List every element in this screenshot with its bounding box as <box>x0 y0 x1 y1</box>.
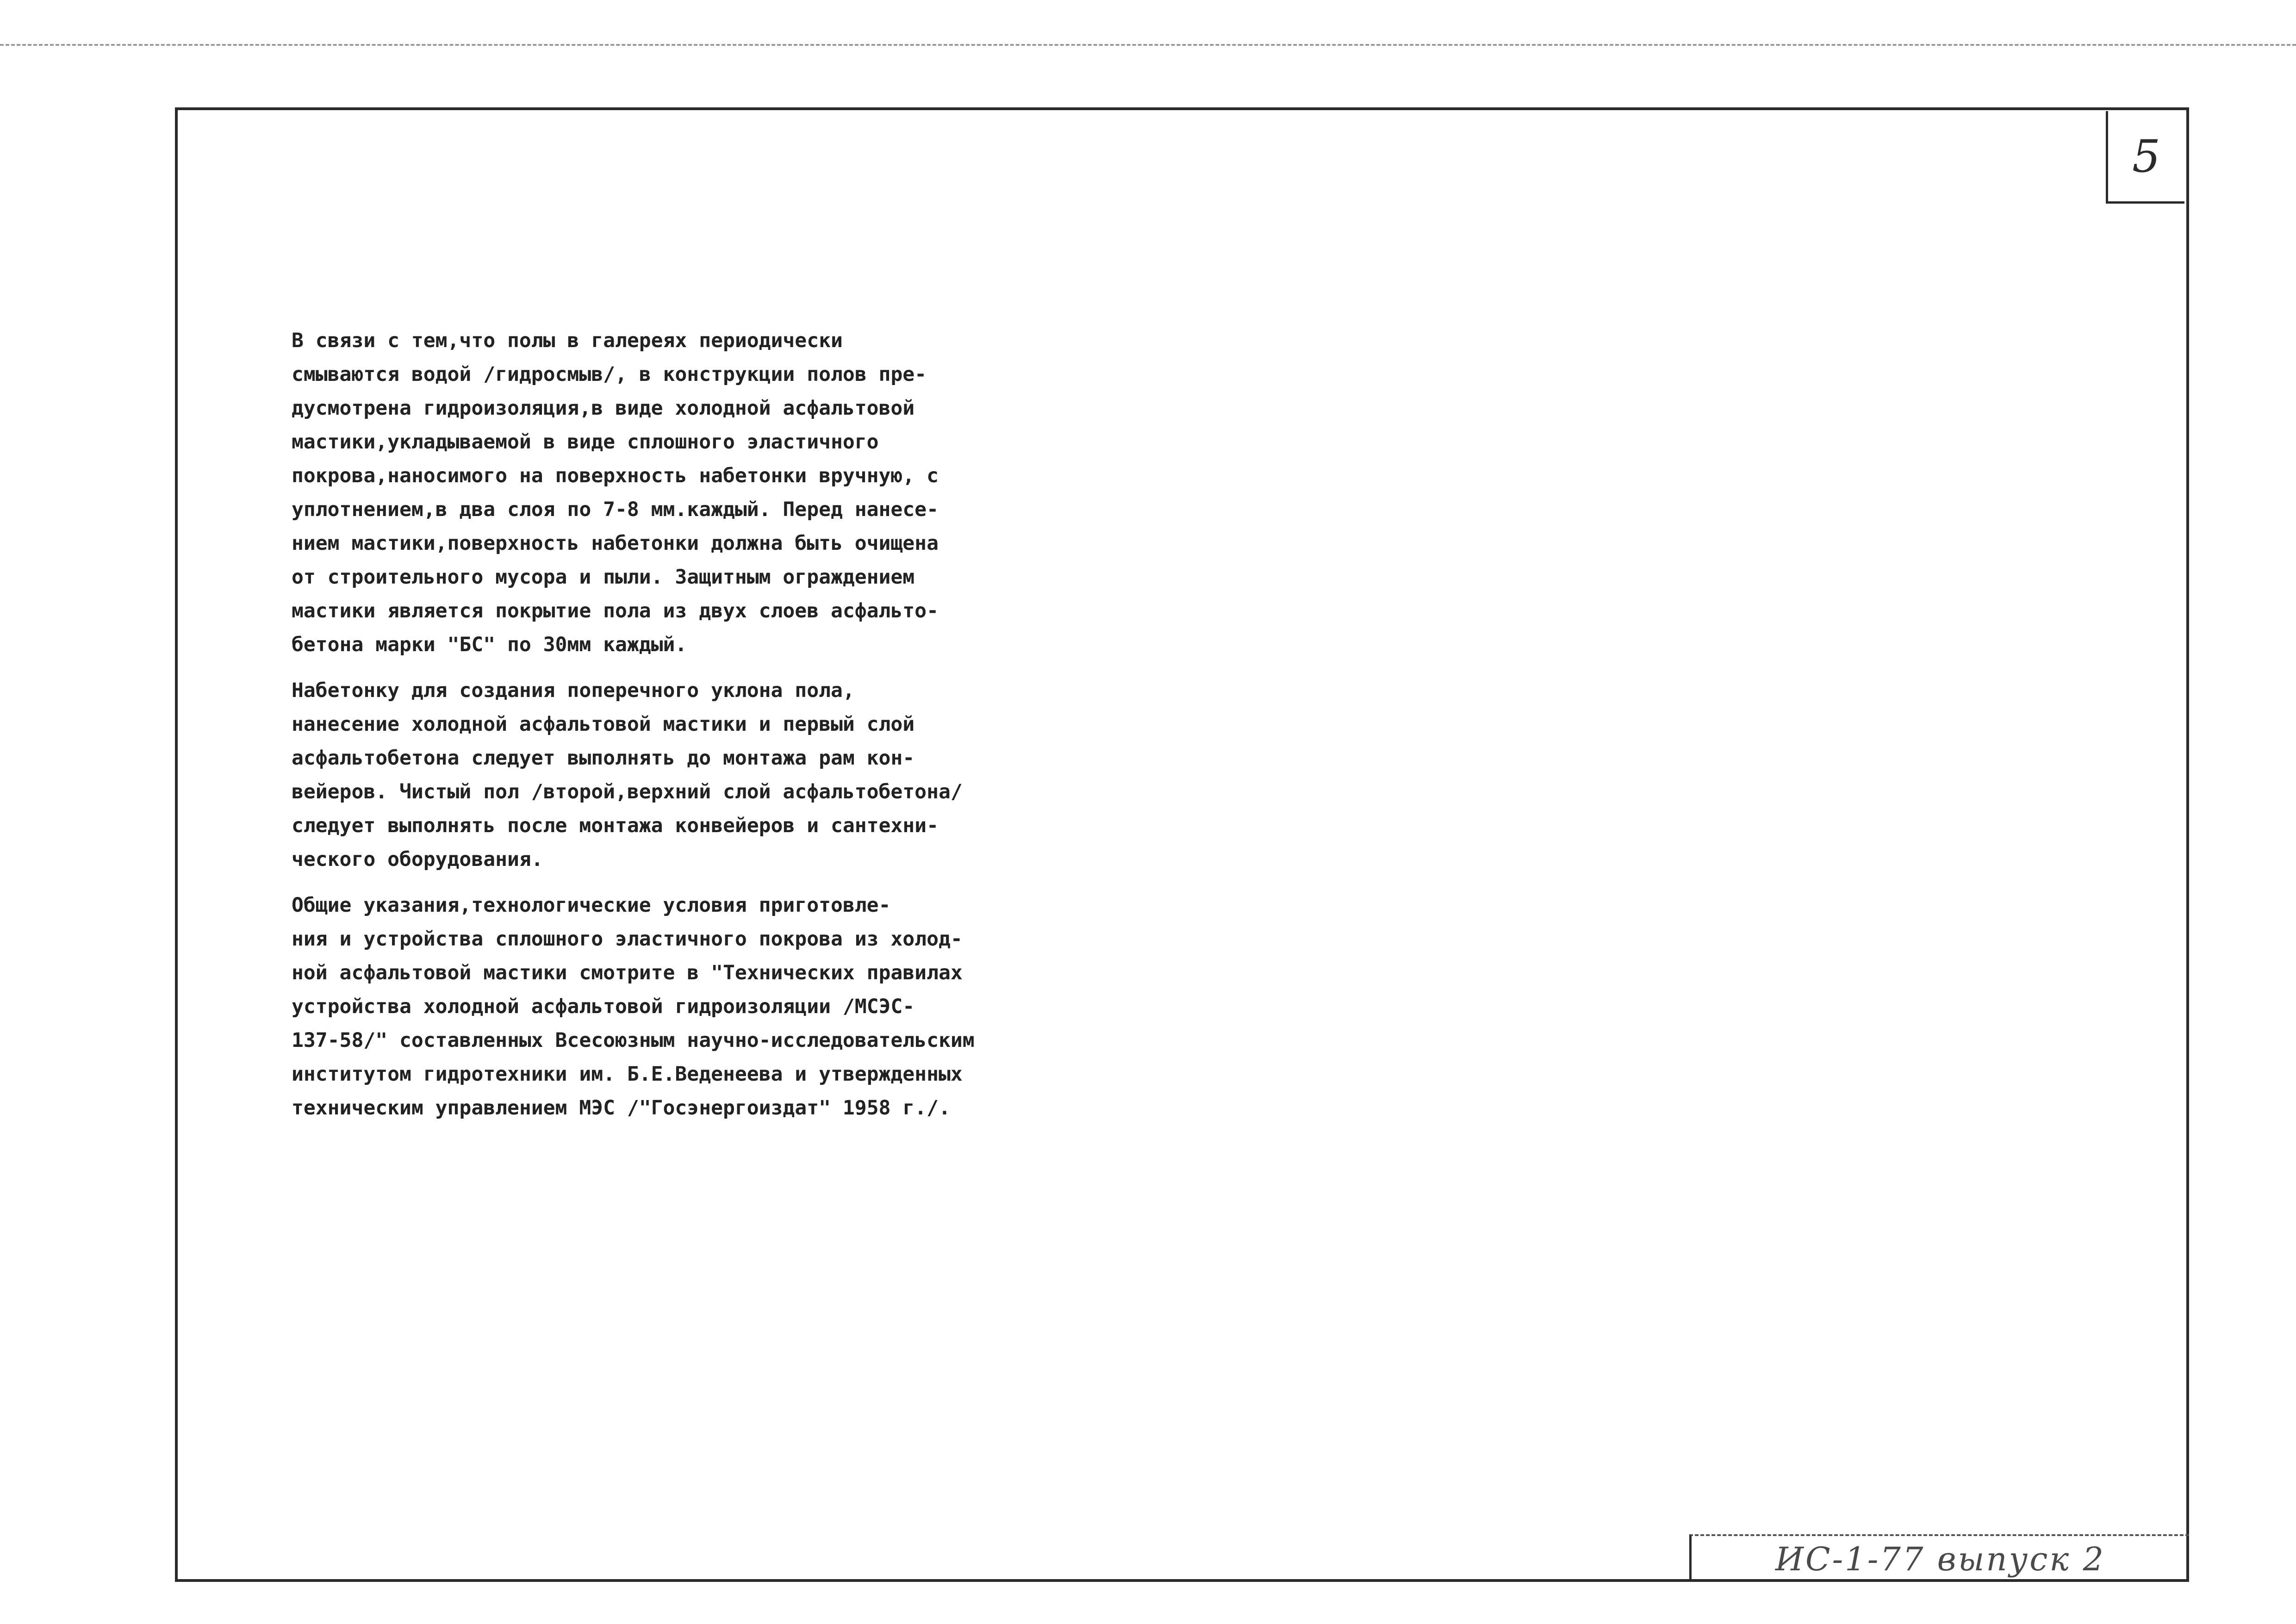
page-number-box <box>2106 111 2184 204</box>
scan-edge-line <box>0 44 2296 46</box>
title-stamp-text: ИС-1-77 выпуск 2 <box>1775 1540 2105 1578</box>
paragraph-obshchie-ukazaniya: Общие указания,технологические условия приготовле- ния и устройства сплошного эластичного покрова из холод- ной асфальтовой мастики смотрите в "Технических правилах устройства холодной асфальтовой гидроизоляции /МСЭС- 137-58/" составленных Всесоюзным научно-исследовательским институтом гидротехники им. Б.Е.Веденеева и утвержденных техническим управлением МЭС /"Госэнергоиздат" 1958 г./. <box>292 894 975 1120</box>
page-number: 5 <box>2132 130 2161 182</box>
title-stamp-box <box>1689 1534 2189 1582</box>
paragraph-nabetonka: Набетонку для создания поперечного уклона пола, нанесение холодной асфальтовой мастики и первый слой асфальтобетона следует выполнять до монтажа рам кон- вейеров. Чистый пол /второй,верхний слой асфальтобетона/ следует выполнять после монтажа конвейеров и сантехни- ческого оборудования. <box>292 679 963 871</box>
paragraph-gidroizolyatsiya: В связи с тем,что полы в галереях периодически смываются водой /гидросмыв/, в конструкции полов пре- дусмотрена гидроизоляция,в виде холодной асфальтовой мастики,укладываемой в виде сплошного эластичного покрова,наносимого на поверхность набетонки вручную, с уплотнением,в два слоя по 7-8 мм.каждый. Перед нанесе- нием мастики,поверхность набетонки должна быть очищена от строительного мусора и пыли. Защитным ограждением мастики является покрытие пола из двух слоев асфальто- бетона марки "БС" по 30мм каждый. <box>292 329 939 656</box>
body-text <box>292 324 1162 1137</box>
